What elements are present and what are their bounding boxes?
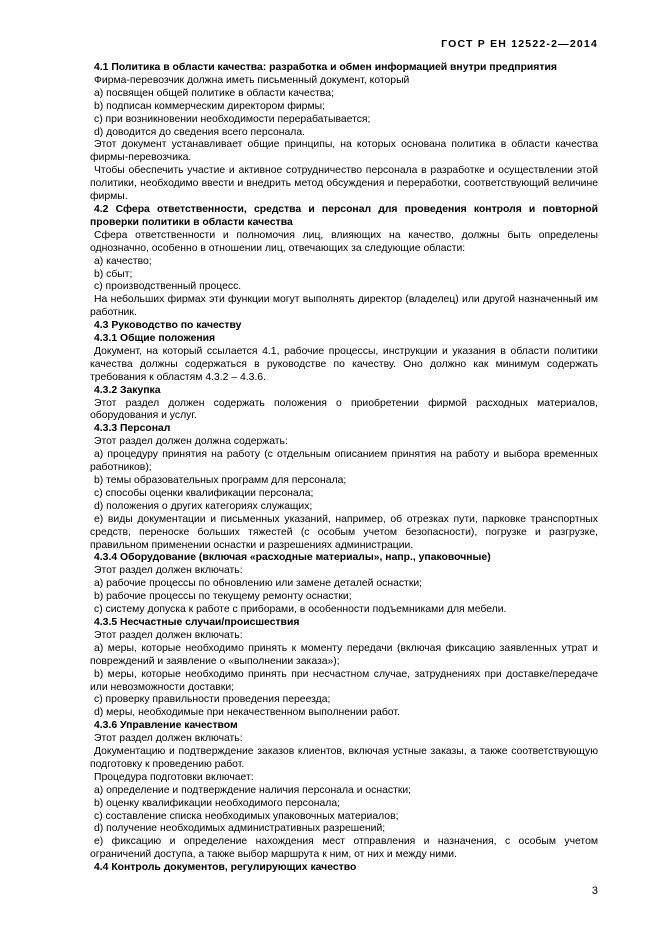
section-heading: 4.3.2 Закупка <box>94 384 161 396</box>
page-number: 3 <box>591 885 598 897</box>
section-heading: 4.3.3 Персонал <box>94 423 171 435</box>
paragraph: c) систему допуска к работе с приборами, в особенности подъемниками для мебели. <box>94 604 507 616</box>
section-heading: 4.1 Политика в области качества: разработка и обмен информацией внутри предприятия <box>94 62 557 73</box>
paragraph: d) доводится до сведения всего персонала. <box>94 126 306 138</box>
paragraph: b) меры, которые необходимо принять при несчастном случае, затруднениях при доставке/передаче или невозможности доставки; <box>90 668 598 693</box>
paragraph: c) производственный процесс. <box>94 281 242 293</box>
paragraph: c) способы оценки квалификации персонала; <box>94 487 314 499</box>
paragraph: a) рабочие процессы по обновлению или замене деталей оснастки; <box>94 578 423 590</box>
paragraph: Этот раздел должен включать: <box>94 629 243 641</box>
paragraph: b) оценку квалификации необходимого персонала; <box>94 797 341 809</box>
section-heading: 4.3.4 Оборудование (включая «расходные материалы», напр., упаковочные) <box>94 552 491 564</box>
paragraph: b) сбыт; <box>94 268 133 280</box>
paragraph: a) посвящен общей политике в области качества; <box>94 87 334 99</box>
paragraph: a) качество; <box>94 255 152 267</box>
paragraph: Чтобы обеспечить участие и активное сотрудничество персонала в разработке и осуществлении этой политики, необходимо ввести и внедрить метод обсуждения и переработки, соответствующий величине фирмы. <box>90 165 598 203</box>
paragraph: Фирма-перевозчик должна иметь письменный документ, который <box>94 74 410 86</box>
paragraph: Этот раздел должен включать: <box>94 565 243 577</box>
section-heading: 4.3.6 Управление качеством <box>94 720 238 732</box>
paragraph: Сфера ответственности и полномочия лиц, влияющих на качество, должны быть определены однозначно, особенно в отношении лиц, отвечающих за следующие области: <box>90 229 598 254</box>
paragraph: c) при возникновении необходимости перерабатывается; <box>94 113 371 125</box>
paragraph: a) меры, которые необходимо принять к моменту передачи (включая фиксацию заявленных утрат и повреждений и заявление о «выполнении заказа»); <box>90 642 598 667</box>
paragraph: b) подписан коммерческим директором фирмы; <box>94 100 325 112</box>
paragraph: Этот документ устанавливает общие принципы, на которых основана политика в области качества фирмы-перевозчика. <box>90 139 598 164</box>
paragraph: d) получение необходимых административных разрешений; <box>94 823 386 835</box>
paragraph: a) процедуру принятия на работу (с отдельным описанием принятия на работу и выбора временных работников); <box>90 449 598 474</box>
paragraph: Документацию и подтверждение заказов клиентов, включая устные заказы, а также соответствующую подготовку к проведению работ. <box>90 746 598 770</box>
paragraph: Этот раздел должен содержать положения о приобретении фирмой расходных материалов, оборудования и услуг. <box>90 397 598 422</box>
section-heading: 4.3.5 Несчастные случаи/происшествия <box>94 616 300 628</box>
paragraph: Этот раздел должен должна содержать: <box>94 436 288 448</box>
paragraph: d) положения о других категориях служащих; <box>94 500 313 512</box>
paragraph: e) фиксацию и определение нахождения мест отправления и назначения, с особым учетом ограничений доступа, а также выбор маршрута к ним, от них и между ними. <box>90 836 598 861</box>
section-heading: 4.4 Контроль документов, регулирующих качество <box>94 862 357 874</box>
section-heading: 4.3.1 Общие положения <box>94 333 216 345</box>
paragraph: Процедура подготовки включает: <box>94 771 254 783</box>
paragraph: На небольших фирмах эти функции могут выполнять директор (владелец) или другой назначенный им работник. <box>90 294 598 319</box>
document-header: ГОСТ Р ЕН 12522-2—2014 <box>441 38 598 50</box>
paragraph: b) темы образовательных программ для персонала; <box>94 475 347 486</box>
section-heading: 4.2 Сфера ответственности, средства и персонал для проведения контроля и повторной проверки политики в области качества <box>90 203 598 228</box>
paragraph: Этот раздел должен включать: <box>94 733 243 745</box>
paragraph: b) рабочие процессы по текущему ремонту оснастки; <box>94 591 352 603</box>
paragraph: e) виды документации и письменных указаний, например, об отрезках пути, парковке транспортных средств, переноске больших тяжестей (с особым учетом безопасности), погрузке и разгрузке, правильном применении оснастки и разрешениях администрации. <box>90 513 598 551</box>
paragraph: d) меры, необходимые при некачественном выполнении работ. <box>94 707 400 719</box>
section-heading: 4.3 Руководство по качеству <box>94 320 242 332</box>
paragraph: c) проверку правильности проведения переезда; <box>94 694 331 706</box>
paragraph: a) определение и подтверждение наличия персонала и оснастки; <box>94 784 412 796</box>
document-body <box>90 62 598 875</box>
paragraph: Документ, на который ссылается 4.1, рабочие процессы, инструкции и указания в области политики качества должны содержаться в руководстве по качеству. Оно должно как минимум содержать требования к областям 4.3.2 – 4.3.6. <box>90 345 598 383</box>
paragraph: c) составление списка необходимых упаковочных материалов; <box>94 810 399 822</box>
